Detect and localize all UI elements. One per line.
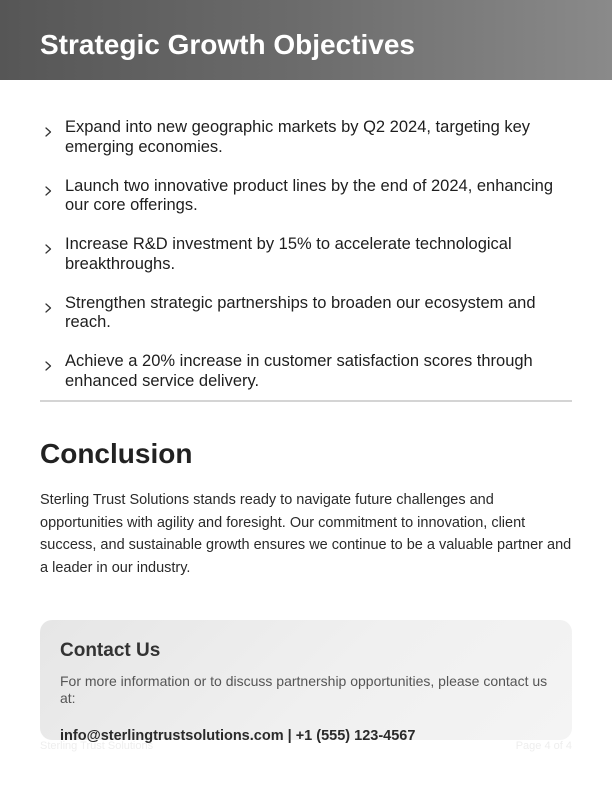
chevron-right-icon	[43, 186, 53, 196]
contact-description: For more information or to discuss partnership opportunities, please contact us at:	[60, 673, 548, 706]
list-item	[40, 118, 572, 177]
footer-page-number: Page 4 of 4	[515, 740, 572, 752]
chevron-right-icon	[43, 244, 53, 254]
conclusion-paragraph: Sterling Trust Solutions stands ready to navigate future challenges and opportunities with agility and foresight. Our commitment to innovation, client success, and sustainable growth ensures we continue to be a valuable partner and a leader in our industry.	[40, 492, 572, 576]
list-item	[40, 294, 572, 353]
contact-email-link[interactable]: info@sterlingtrustsolutions.com	[60, 728, 284, 744]
list-item	[40, 177, 572, 236]
objective-text: Launch two innovative product lines by the end of 2024, enhancing our core offerings.	[65, 176, 554, 214]
header-band	[0, 0, 612, 80]
contact-heading: Contact Us	[60, 640, 161, 661]
contact-phone-link[interactable]: +1 (555) 123-4567	[295, 728, 416, 744]
chevron-right-icon	[43, 361, 53, 371]
list-item	[40, 235, 572, 294]
section-divider	[40, 400, 572, 402]
chevron-right-icon	[43, 303, 53, 313]
conclusion-heading: Conclusion	[40, 438, 193, 469]
objective-text: Strengthen strategic partnerships to broaden our ecosystem and reach.	[65, 293, 536, 331]
objective-text: Increase R&D investment by 15% to accelerate technological breakthroughs.	[65, 235, 512, 273]
page-title: Strategic Growth Objectives	[40, 29, 415, 60]
footer-company: Sterling Trust Solutions	[40, 740, 154, 752]
objective-text: Achieve a 20% increase in customer satisfaction scores through enhanced service delivery.	[65, 352, 533, 390]
contact-separator: |	[287, 728, 292, 744]
objective-text: Expand into new geographic markets by Q2 2024, targeting key emerging economies.	[65, 118, 531, 156]
objectives-list	[40, 118, 572, 411]
chevron-right-icon	[43, 127, 53, 137]
